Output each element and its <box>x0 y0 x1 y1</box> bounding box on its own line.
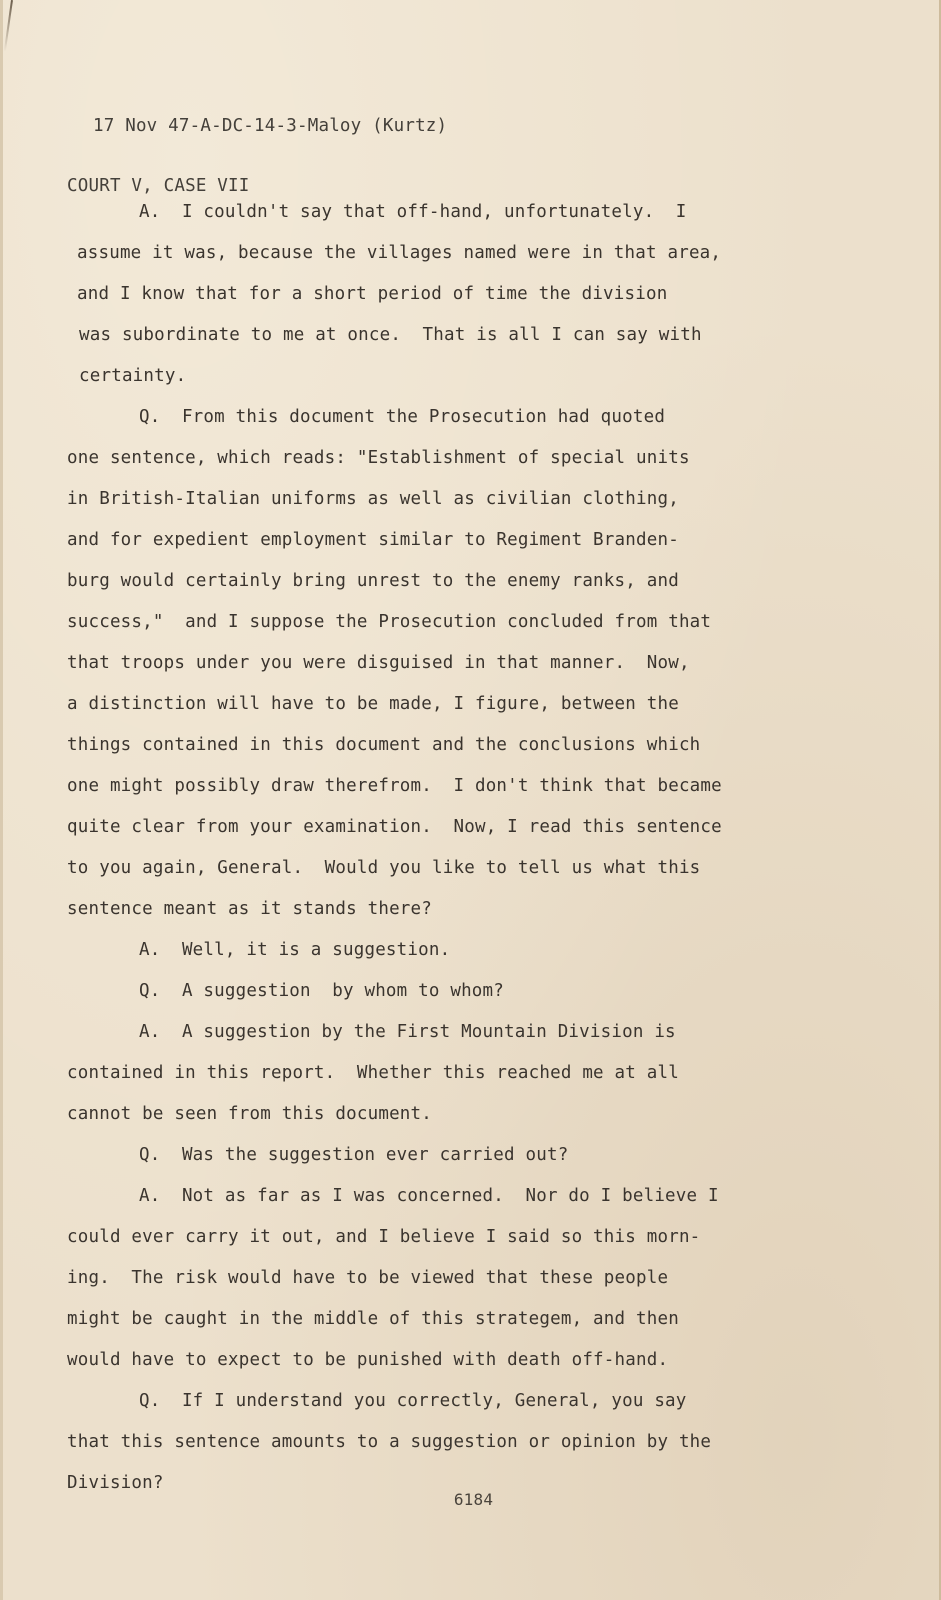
transcript-line: might be caught in the middle of this strategem, and then <box>67 1309 679 1329</box>
transcript-line: in British-Italian uniforms as well as civilian clothing, <box>67 489 679 509</box>
transcript-line: to you again, General. Would you like to tell us what this <box>67 858 701 878</box>
transcript-line: cannot be seen from this document. <box>67 1104 433 1124</box>
transcript-line: was subordinate to me at once. That is all I can say with <box>79 325 702 345</box>
transcript-line: assume it was, because the villages named were in that area, <box>77 243 722 263</box>
transcript-line: A. A suggestion by the First Mountain Division is <box>139 1022 676 1042</box>
transcript-line: burg would certainly bring unrest to the enemy ranks, and <box>67 571 679 591</box>
header-court-line: COURT V, CASE VII <box>67 176 250 196</box>
transcript-line: A. I couldn't say that off-hand, unfortunately. I <box>139 202 687 222</box>
transcript-line: success," and I suppose the Prosecution concluded from that <box>67 612 712 632</box>
transcript-line: quite clear from your examination. Now, I read this sentence <box>67 817 722 837</box>
transcript-line: one sentence, which reads: "Establishment of special units <box>67 448 690 468</box>
transcript-line: sentence meant as it stands there? <box>67 899 433 919</box>
paper-edge-mark <box>4 0 13 52</box>
transcript-line: things contained in this document and the conclusions which <box>67 735 701 755</box>
transcript-line: Q. If I understand you correctly, General, you say <box>139 1391 687 1411</box>
transcript-line: Q. From this document the Prosecution had quoted <box>139 407 666 427</box>
transcript-line: that troops under you were disguised in that manner. Now, <box>67 653 690 673</box>
transcript-line: would have to expect to be punished with death off-hand. <box>67 1350 669 1370</box>
transcript-line: a distinction will have to be made, I figure, between the <box>67 694 679 714</box>
page-number: 6184 <box>453 1490 494 1509</box>
header-docket-line: 17 Nov 47-A-DC-14-3-Maloy (Kurtz) <box>93 116 448 136</box>
transcript-line: Division? <box>67 1473 164 1493</box>
transcript-line: that this sentence amounts to a suggestion or opinion by the <box>67 1432 712 1452</box>
transcript-line: one might possibly draw therefrom. I don't think that became <box>67 776 722 796</box>
transcript-line: Q. Was the suggestion ever carried out? <box>139 1145 569 1165</box>
transcript-line: A. Not as far as I was concerned. Nor do I believe I <box>139 1186 719 1206</box>
transcript-line: contained in this report. Whether this reached me at all <box>67 1063 679 1083</box>
transcript-line: and for expedient employment similar to Regiment Branden- <box>67 530 679 550</box>
transcript-line: could ever carry it out, and I believe I said so this morn- <box>67 1227 701 1247</box>
transcript-line: certainty. <box>79 366 187 386</box>
transcript-line: Q. A suggestion by whom to whom? <box>139 981 505 1001</box>
transcript-line: and I know that for a short period of time the division <box>77 284 668 304</box>
transcript-body <box>67 200 887 1512</box>
transcript-line: ing. The risk would have to be viewed that these people <box>67 1268 669 1288</box>
transcript-line: A. Well, it is a suggestion. <box>139 940 451 960</box>
